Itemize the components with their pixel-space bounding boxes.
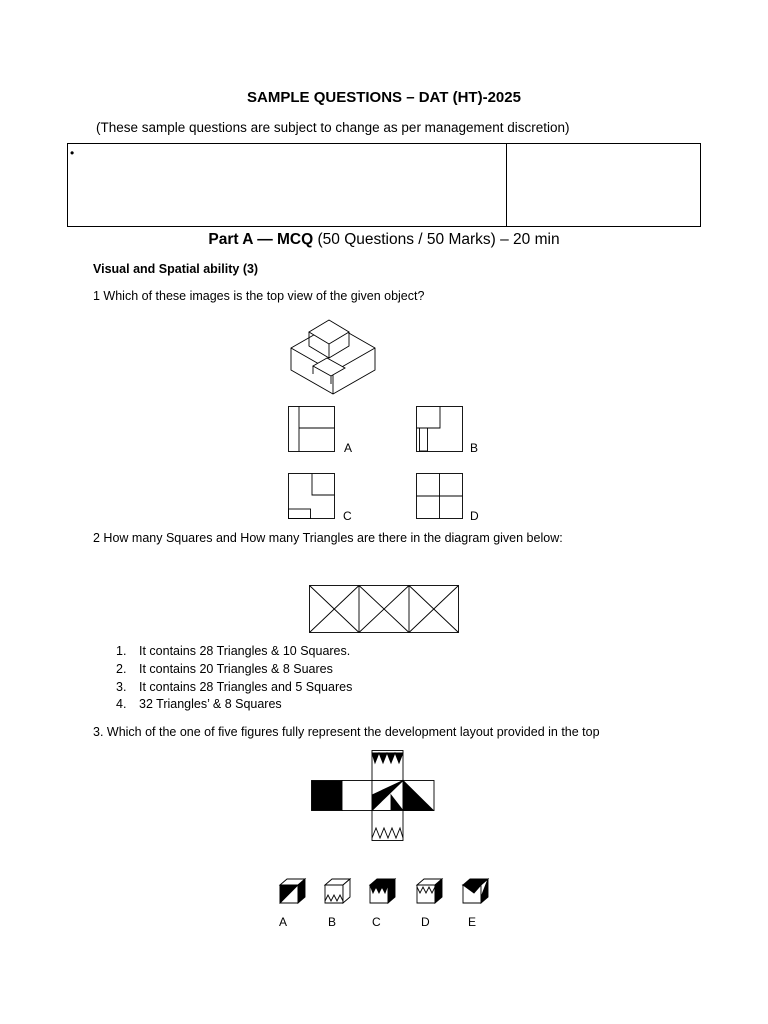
section-title: Visual and Spatial ability (3) — [93, 262, 259, 276]
q3-option-e-label: E — [468, 915, 477, 929]
q2-option-2-text: It contains 20 Triangles & 8 Suares — [139, 662, 333, 676]
part-name: Part A — MCQ — [208, 231, 314, 248]
q2-option-3-number: 3. — [116, 680, 127, 694]
q2-option-4 — [116, 697, 282, 711]
question-2-text: 2 How many Squares and How many Triangles are there in the diagram given below: — [93, 531, 563, 545]
q3-option-c-label: C — [372, 915, 381, 929]
q3-option-b-cube — [324, 877, 352, 905]
q1-option-b-label: B — [470, 441, 479, 455]
q1-option-a-label: A — [344, 441, 353, 455]
q2-option-2 — [116, 662, 333, 676]
q1-option-d-figure — [416, 473, 463, 519]
q3-development-layout-figure — [311, 750, 435, 842]
q3-option-d-label: D — [421, 915, 430, 929]
q3-option-a-cube — [279, 877, 307, 905]
question-3-text: 3. Which of the one of five figures fully represent the development layout provided in the top — [93, 725, 600, 739]
part-heading — [0, 231, 768, 249]
q1-option-a-figure — [288, 406, 335, 452]
question-1-text: 1 Which of these images is the top view of the given object? — [93, 289, 425, 303]
q2-option-4-number: 4. — [116, 697, 127, 711]
page-title: SAMPLE QUESTIONS – DAT (HT)-2025 — [247, 89, 521, 106]
q2-squares-triangles-figure — [309, 585, 459, 633]
q2-option-3 — [116, 680, 352, 694]
info-box-divider — [506, 143, 507, 227]
q2-option-1-number: 1. — [116, 644, 127, 658]
q1-option-c-figure — [288, 473, 335, 519]
page-subtitle: (These sample questions are subject to change as per management discretion) — [96, 120, 570, 135]
q1-isometric-object — [287, 314, 379, 400]
q3-option-c-cube — [369, 877, 397, 905]
q1-option-d-label: D — [470, 509, 479, 523]
q3-option-a-label: A — [279, 915, 288, 929]
q3-option-e-cube — [462, 877, 490, 905]
info-box-bullet: • — [70, 146, 75, 160]
q2-option-3-text: It contains 28 Triangles and 5 Squares — [139, 680, 353, 694]
q2-option-1 — [116, 644, 350, 658]
q3-option-d-cube — [416, 877, 444, 905]
info-box — [67, 143, 701, 227]
q1-option-b-figure — [416, 406, 463, 452]
q2-option-2-number: 2. — [116, 662, 127, 676]
q3-option-b-label: B — [328, 915, 337, 929]
q2-option-4-text: 32 Triangles’ & 8 Squares — [139, 697, 282, 711]
part-details: (50 Questions / 50 Marks) – 20 min — [317, 231, 560, 248]
q2-option-1-text: It contains 28 Triangles & 10 Squares. — [139, 644, 351, 658]
q1-option-c-label: C — [343, 509, 352, 523]
